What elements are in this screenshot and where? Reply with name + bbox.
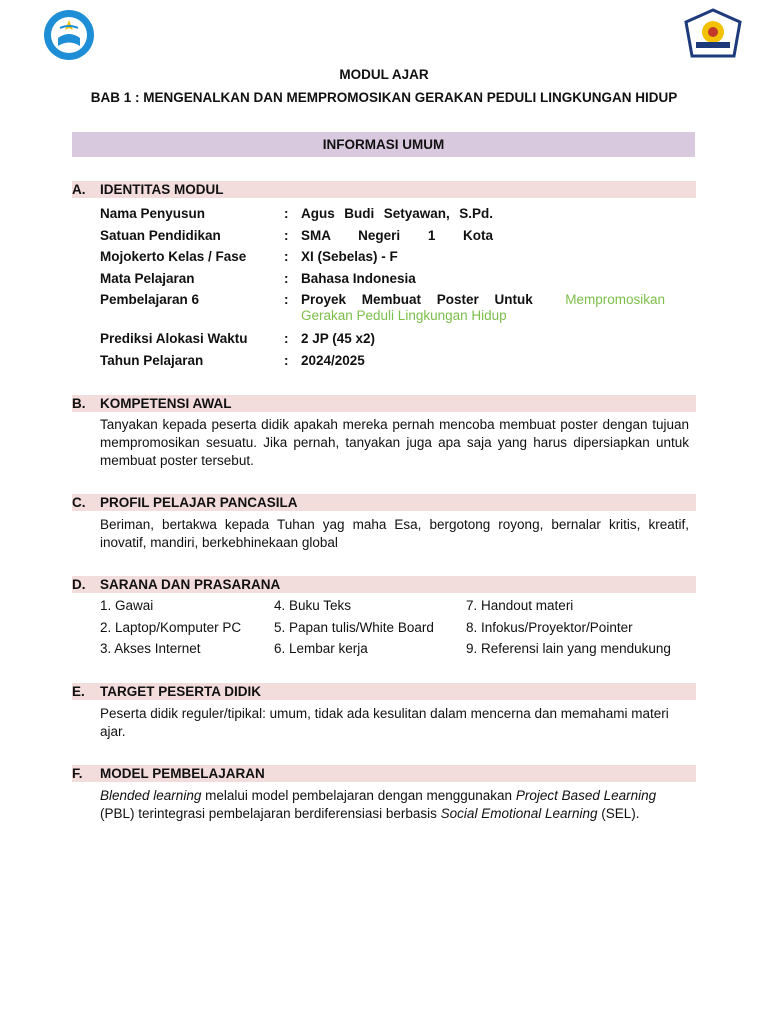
row-label: Mojokerto Kelas / Fase (100, 249, 247, 264)
sarana-item: 1. Gawai (100, 598, 154, 613)
school-logo (682, 8, 744, 62)
section-title: SARANA DAN PRASARANA (100, 577, 281, 592)
section-title: IDENTITAS MODUL (100, 182, 224, 197)
section-title: TARGET PESERTA DIDIK (100, 684, 262, 699)
section-letter: F. (72, 766, 83, 781)
section-d-header (72, 576, 696, 593)
model-text-part: (PBL) terintegrasi pembelajaran berdiferensiasi berbasis (100, 806, 441, 821)
row-value: XI (Sebelas) - F (301, 249, 398, 264)
profil-pancasila-text: Beriman, bertakwa kepada Tuhan yag maha Esa, bergotong royong, bernalar kritis, kreatif, inovatif, mandiri, berkebhinekaan global (100, 517, 689, 550)
sarana-item: 2. Laptop/Komputer PC (100, 620, 242, 635)
model-term: Social Emotional Learning (440, 806, 598, 821)
model-text-part: (SEL). (597, 806, 640, 821)
row-colon: : (284, 353, 289, 368)
row-value: 2024/2025 (301, 353, 365, 368)
row-colon: : (284, 249, 289, 264)
section-letter: E. (72, 684, 85, 699)
info-umum-bar: INFORMASI UMUM (72, 132, 695, 157)
sarana-item: 6. Lembar kerja (274, 641, 368, 656)
row-label: Nama Penyusun (100, 206, 206, 221)
section-b-header (72, 395, 696, 412)
document-title: MODUL AJAR (339, 67, 429, 82)
section-f-header (72, 765, 696, 782)
sarana-item: 4. Buku Teks (274, 598, 352, 613)
row-value: 2 JP (45 x2) (301, 331, 376, 346)
row-colon: : (284, 228, 289, 243)
target-text: Peserta didik reguler/tipikal: umum, tidak ada kesulitan dalam mencerna dan memahami materi ajar. (100, 706, 669, 739)
sarana-item: 3. Akses Internet (100, 641, 201, 656)
row-label: Pembelajaran 6 (100, 292, 200, 307)
section-letter: B. (72, 396, 86, 411)
model-term: Blended learning (100, 788, 202, 803)
row-value (301, 292, 665, 323)
sarana-item: 7. Handout materi (466, 598, 574, 613)
row-label: Satuan Pendidikan (100, 228, 221, 243)
section-letter: D. (72, 577, 86, 592)
section-e-header (72, 683, 696, 700)
value-highlight: Mempromosikan (565, 292, 665, 307)
section-letter: C. (72, 495, 86, 510)
kemendikbud-logo (40, 8, 98, 62)
section-title: MODEL PEMBELAJARAN (100, 766, 265, 781)
row-label: Tahun Pelajaran (100, 353, 204, 368)
section-title: KOMPETENSI AWAL (100, 396, 232, 411)
row-value: Agus Budi Setyawan, S.Pd. (301, 206, 493, 221)
chapter-title: BAB 1 : MENGENALKAN DAN MEMPROMOSIKAN GERAKAN PEDULI LINGKUNGAN HIDUP (90, 90, 678, 105)
row-label: Prediksi Alokasi Waktu (100, 331, 248, 346)
row-colon: : (284, 292, 289, 307)
model-text-part: melalui model pembelajaran dengan menggunakan (201, 788, 516, 803)
model-text (100, 787, 685, 823)
row-value: Bahasa Indonesia (301, 271, 416, 286)
row-colon: : (284, 271, 289, 286)
row-colon: : (284, 206, 289, 221)
section-letter: A. (72, 182, 86, 197)
sarana-item: 8. Infokus/Proyektor/Pointer (466, 620, 633, 635)
section-a-header (72, 181, 696, 198)
row-value: SMA Negeri 1 Kota (301, 228, 493, 243)
section-title: PROFIL PELAJAR PANCASILA (100, 495, 298, 510)
section-c-header (72, 494, 696, 511)
model-term: Project Based Learning (515, 788, 657, 803)
sarana-item: 5. Papan tulis/White Board (274, 620, 434, 635)
row-label: Mata Pelajaran (100, 271, 195, 286)
value-part: Proyek Membuat Poster Untuk (301, 292, 533, 307)
kompetensi-awal-text: Tanyakan kepada peserta didik apakah mereka pernah mencoba membuat poster dengan tujuan mempromosikan sesuatu. Jika pernah, tanyakan juga apa saja yang harus dipersiapkan untuk membuat poster tersebut. (100, 417, 689, 468)
sarana-item: 9. Referensi lain yang mendukung (466, 641, 671, 656)
row-colon: : (284, 331, 289, 346)
value-highlight-line2: Gerakan Peduli Lingkungan Hidup (301, 308, 507, 323)
